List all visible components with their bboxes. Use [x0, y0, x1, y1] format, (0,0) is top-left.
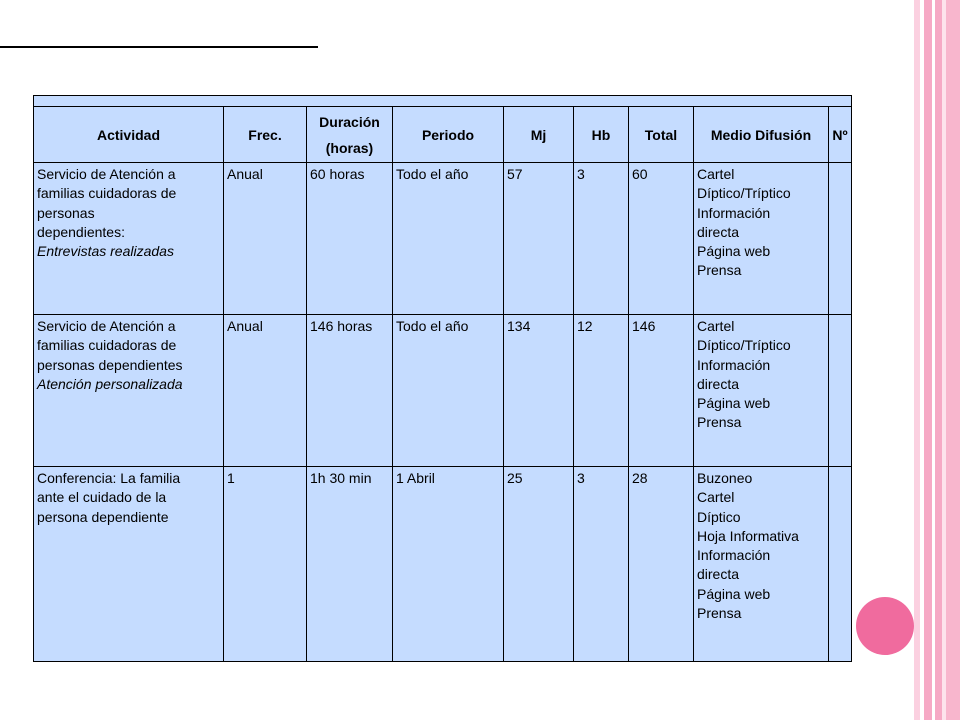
cell-total: 60 — [629, 163, 694, 315]
cell-text: Díptico/Tríptico — [697, 185, 791, 202]
cell-text: Hoja Informativa — [697, 527, 799, 544]
header-periodo: Periodo — [393, 107, 504, 163]
cell-total: 28 — [629, 467, 694, 662]
cell-frec: 1 — [224, 467, 307, 662]
header-duracion-line2: (horas) — [325, 139, 374, 156]
cell-actividad — [34, 467, 224, 662]
cell-text: familias cuidadoras de — [37, 185, 177, 202]
cell-text: persona dependiente — [37, 508, 169, 525]
header-medio: Medio Difusión — [694, 107, 829, 163]
table-row — [34, 467, 852, 662]
cell-total: 146 — [629, 315, 694, 467]
cell-periodo: 1 Abril — [393, 467, 504, 662]
header-mj: Mj — [504, 107, 574, 163]
cell-text: Servicio de Atención a — [37, 318, 176, 334]
header-actividad: Actividad — [34, 107, 224, 163]
header-rule — [0, 46, 318, 48]
cell-num — [829, 163, 852, 315]
cell-text: directa — [697, 223, 740, 240]
cell-text: Información — [697, 547, 771, 564]
cell-text: directa — [697, 566, 740, 583]
cell-num — [829, 315, 852, 467]
cell-text: personas — [37, 204, 95, 221]
cell-hb: 3 — [574, 467, 629, 662]
decorative-circle — [856, 597, 914, 655]
header-num: Nº — [829, 107, 852, 163]
cell-text: Prensa — [697, 605, 742, 622]
header-frec: Frec. — [224, 107, 307, 163]
cell-hb: 12 — [574, 315, 629, 467]
cell-text: Cartel — [697, 166, 735, 182]
cell-text: Página web — [697, 395, 771, 412]
cell-duracion: 146 horas — [307, 315, 393, 467]
cell-text: Cartel — [697, 318, 735, 334]
cell-num — [829, 467, 852, 662]
cell-text: Díptico/Tríptico — [697, 337, 791, 354]
cell-mj: 57 — [504, 163, 574, 315]
cell-text-italic: Atención personalizada — [37, 375, 183, 392]
cell-mj: 25 — [504, 467, 574, 662]
cell-frec: Anual — [224, 163, 307, 315]
cell-frec: Anual — [224, 315, 307, 467]
cell-duracion: 1h 30 min — [307, 467, 393, 662]
cell-hb: 3 — [574, 163, 629, 315]
cell-text: Prensa — [697, 414, 742, 431]
header-duracion-line1: Duración — [319, 113, 380, 130]
header-hb: Hb — [574, 107, 629, 163]
cell-medio — [694, 163, 829, 315]
cell-periodo: Todo el año — [393, 315, 504, 467]
table-spacer-row — [34, 96, 852, 107]
cell-text: familias cuidadoras de — [37, 337, 177, 354]
cell-text: Página web — [697, 585, 771, 602]
header-total: Total — [629, 107, 694, 163]
activity-table — [33, 95, 851, 662]
cell-text: dependientes: — [37, 223, 125, 240]
decorative-stripes — [914, 0, 960, 720]
cell-text: Cartel — [697, 489, 735, 506]
header-duracion — [307, 107, 393, 163]
cell-text: directa — [697, 375, 740, 392]
cell-periodo: Todo el año — [393, 163, 504, 315]
cell-text: Servicio de Atención a — [37, 166, 176, 182]
cell-text-italic: Entrevistas realizadas — [37, 243, 174, 260]
cell-text: Prensa — [697, 262, 742, 279]
cell-text: ante el cuidado de la — [37, 489, 167, 506]
table-row — [34, 163, 852, 315]
cell-medio — [694, 315, 829, 467]
table-row — [34, 315, 852, 467]
cell-text: Díptico — [697, 508, 741, 525]
cell-text: Información — [697, 356, 771, 373]
cell-text: Información — [697, 204, 771, 221]
cell-mj: 134 — [504, 315, 574, 467]
cell-duracion: 60 horas — [307, 163, 393, 315]
table-header-row — [34, 107, 852, 163]
cell-text: personas dependientes — [37, 356, 183, 373]
cell-text: Página web — [697, 243, 771, 260]
cell-actividad — [34, 315, 224, 467]
cell-actividad — [34, 163, 224, 315]
cell-text: Conferencia: La familia — [37, 470, 181, 486]
cell-text: Buzoneo — [697, 470, 753, 486]
cell-medio — [694, 467, 829, 662]
